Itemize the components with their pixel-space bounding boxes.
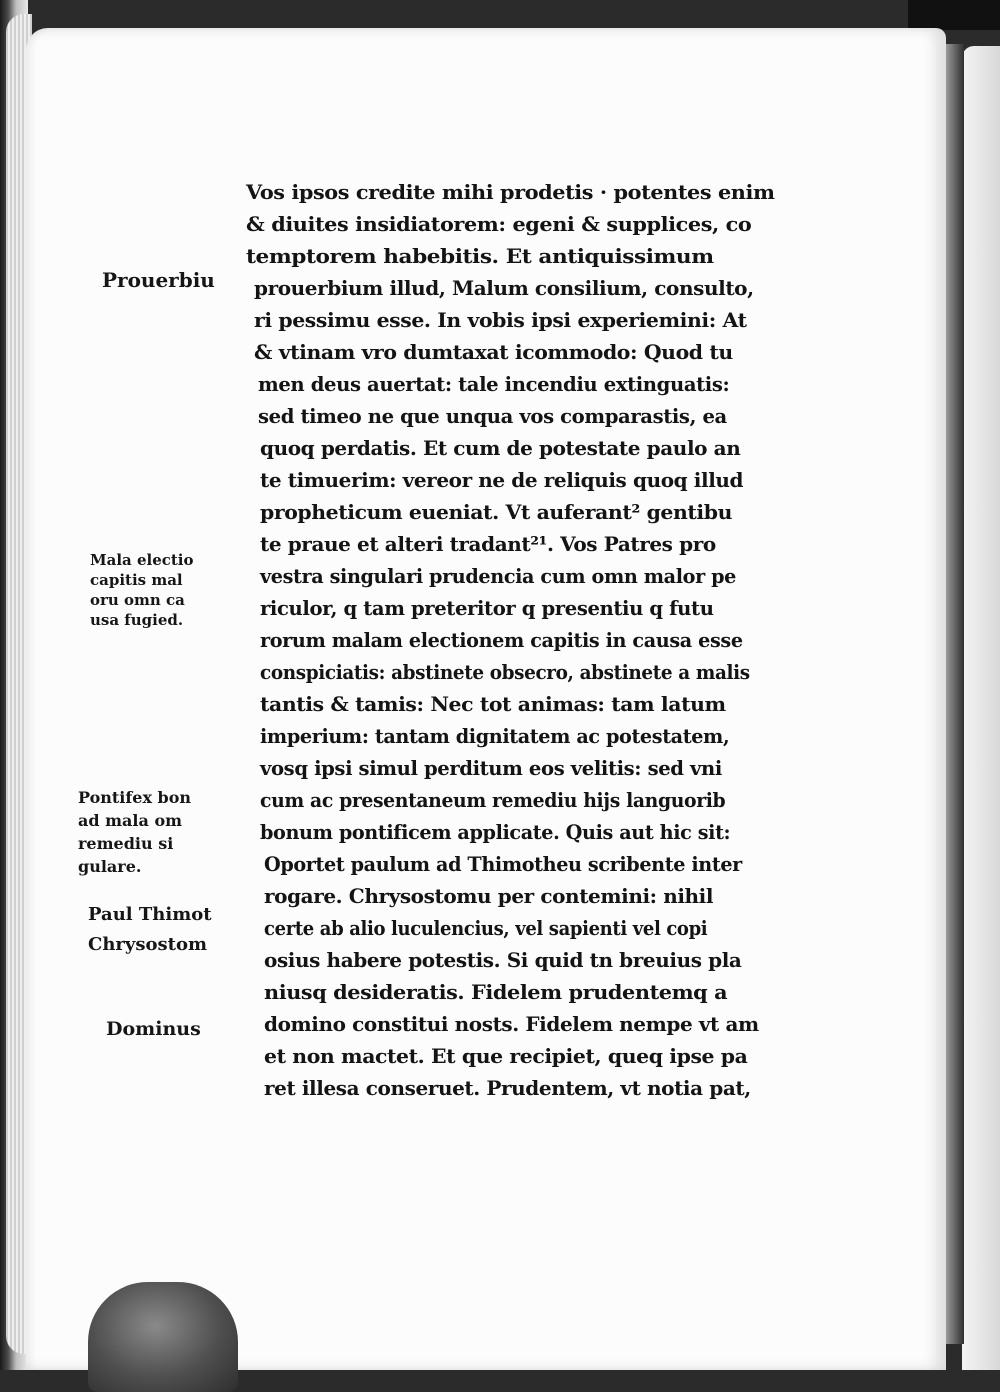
gloss-line: ad mala om bbox=[78, 811, 183, 830]
text-line: Oportet paulum ad Thimotheu scribente inter bbox=[264, 852, 742, 876]
text-line: propheticum eueniat. Vt auferant² gentibu bbox=[260, 500, 733, 524]
text-line: Vos ipsos credite mihi prodetis · potentes enim bbox=[246, 180, 775, 204]
marginal-note-mala-electio bbox=[90, 550, 194, 630]
scan-background bbox=[908, 0, 1000, 30]
text-line: te praue et alteri tradant²¹. Vos Patres pro bbox=[260, 532, 716, 556]
text-line: niusq desideratis. Fidelem prudentemq a bbox=[264, 980, 728, 1004]
text-line: riculor, q tam preteritor q presentiu q futu bbox=[260, 596, 714, 620]
text-line: & vtinam vro dumtaxat icommodo: Quod tu bbox=[254, 340, 733, 364]
marginal-note-chrysostomus: Chrysostom bbox=[88, 934, 207, 955]
text-line: et non mactet. Et que recipiet, queq ipse pa bbox=[264, 1044, 748, 1068]
text-line: rorum malam electionem capitis in causa esse bbox=[260, 628, 743, 652]
scanner-thumb bbox=[88, 1282, 238, 1392]
text-line: imperium: tantam dignitatem ac potestatem, bbox=[260, 724, 730, 748]
marginal-note-pontifex bbox=[78, 786, 191, 878]
gloss-line: gulare. bbox=[78, 857, 142, 876]
text-line: conspiciatis: abstinete obsecro, abstinete a malis bbox=[260, 660, 750, 684]
text-line: vestra singulari prudencia cum omn malor pe bbox=[260, 564, 736, 588]
marginal-note-dominus: Dominus bbox=[106, 1018, 201, 1040]
text-line: tantis & tamis: Nec tot animas: tam latum bbox=[260, 692, 726, 716]
binding-gutter bbox=[946, 44, 964, 1344]
text-line: cum ac presentaneum remediu hijs languorib bbox=[260, 788, 726, 812]
gloss-line: Mala electio bbox=[90, 551, 194, 569]
text-line: te timuerim: vereor ne de reliquis quoq illud bbox=[260, 468, 744, 492]
facing-page-edge bbox=[962, 46, 1000, 1370]
gloss-line: oru omn ca bbox=[90, 591, 185, 609]
text-line: sed timeo ne que unqua vos comparastis, ea bbox=[258, 404, 727, 428]
text-line: temptorem habebitis. Et antiquissimum bbox=[246, 244, 714, 268]
gloss-line: Pontifex bon bbox=[78, 788, 192, 807]
marginal-note-paulus: Paul Thimot bbox=[88, 904, 212, 925]
gloss-line: usa fugied. bbox=[90, 611, 184, 629]
marginal-note-proverbium: Prouerbiu bbox=[102, 268, 215, 292]
text-line: ri pessimu esse. In vobis ipsi experiemini: At bbox=[254, 308, 747, 332]
text-line: rogare. Chrysostomu per contemini: nihil bbox=[264, 884, 714, 908]
text-line: & diuites insidiatorem: egeni & supplices, co bbox=[246, 212, 752, 236]
text-line: quoq perdatis. Et cum de potestate paulo an bbox=[260, 436, 741, 460]
text-line: certe ab alio luculencius, vel sapienti vel copi bbox=[264, 916, 708, 940]
gloss-line: capitis mal bbox=[90, 571, 183, 589]
text-line: bonum pontificem applicate. Quis aut hic sit: bbox=[260, 820, 731, 844]
text-line: prouerbium illud, Malum consilium, consulto, bbox=[254, 276, 754, 300]
text-line: men deus auertat: tale incendiu extinguatis: bbox=[258, 372, 730, 396]
manuscript-page bbox=[26, 28, 946, 1370]
text-line: vosq ipsi simul perditum eos velitis: sed vni bbox=[260, 756, 722, 780]
text-line: osius habere potestis. Si quid tn breuius pla bbox=[264, 948, 742, 972]
gloss-line: remediu si bbox=[78, 834, 174, 853]
text-line: ret illesa conseruet. Prudentem, vt notia pat, bbox=[264, 1076, 751, 1100]
text-line: domino constitui nosts. Fidelem nempe vt am bbox=[264, 1012, 759, 1036]
